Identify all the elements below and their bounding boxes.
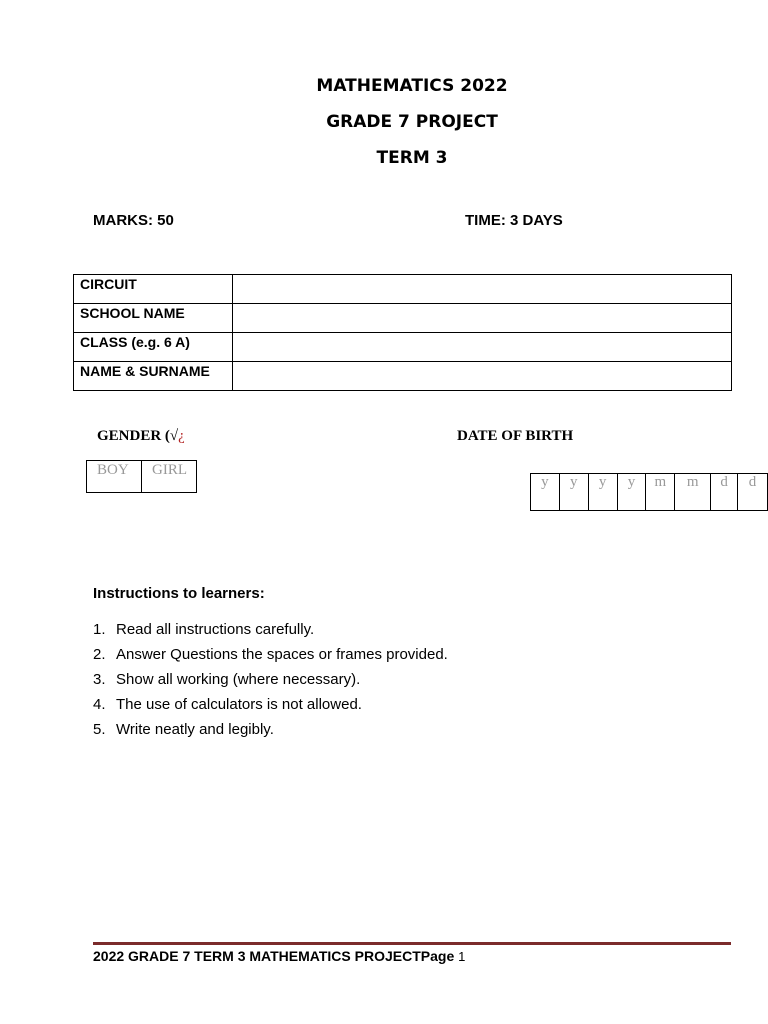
list-item bbox=[93, 644, 448, 669]
list-item bbox=[93, 669, 448, 694]
learner-info-table bbox=[73, 274, 732, 391]
dob-year-box[interactable]: y bbox=[559, 474, 588, 511]
doc-subtitle: GRADE 7 PROJECT bbox=[326, 112, 498, 132]
table-row bbox=[74, 304, 732, 333]
table-row bbox=[74, 362, 732, 391]
gender-option-girl[interactable]: GIRL bbox=[142, 461, 197, 493]
time-label: TIME: 3 DAYS bbox=[465, 212, 563, 229]
item-text: Show all working (where necessary). bbox=[116, 671, 361, 688]
gender-option-boy[interactable]: BOY bbox=[87, 461, 142, 493]
list-item bbox=[93, 619, 448, 644]
footer-text: 2022 GRADE 7 TERM 3 MATHEMATICS PROJECT bbox=[93, 948, 421, 964]
list-item bbox=[93, 719, 448, 744]
item-text: Read all instructions carefully. bbox=[116, 621, 315, 638]
item-text: The use of calculators is not allowed. bbox=[116, 696, 362, 713]
dob-year-box[interactable]: y bbox=[617, 474, 646, 511]
item-number: 4. bbox=[93, 696, 106, 713]
name-surname-label: NAME & SURNAME bbox=[74, 362, 233, 391]
class-field[interactable] bbox=[233, 333, 732, 362]
footer-page-label: Page bbox=[420, 948, 455, 964]
instructions-heading: Instructions to learners: bbox=[93, 585, 265, 602]
circuit-label: CIRCUIT bbox=[74, 275, 233, 304]
dob-label: DATE OF BIRTH bbox=[457, 428, 574, 444]
gender-label-text: GENDER (√ bbox=[97, 428, 179, 444]
doc-title: MATHEMATICS 2022 bbox=[316, 76, 508, 96]
list-item bbox=[93, 694, 448, 719]
marks-label: MARKS: 50 bbox=[93, 212, 174, 229]
item-number: 1. bbox=[93, 621, 106, 638]
doc-term: TERM 3 bbox=[376, 148, 448, 168]
item-number: 2. bbox=[93, 646, 106, 663]
dob-month-box[interactable]: m bbox=[646, 474, 675, 511]
item-text: Write neatly and legibly. bbox=[116, 721, 274, 738]
class-label: CLASS (e.g. 6 A) bbox=[74, 333, 233, 362]
item-number: 5. bbox=[93, 721, 106, 738]
table-row bbox=[74, 333, 732, 362]
footer-rule bbox=[93, 942, 731, 945]
school-name-label: SCHOOL NAME bbox=[74, 304, 233, 333]
school-name-field[interactable] bbox=[233, 304, 732, 333]
dob-day-box[interactable]: d bbox=[738, 474, 768, 511]
dob-day-box[interactable]: d bbox=[711, 474, 738, 511]
dob-year-box[interactable]: y bbox=[588, 474, 617, 511]
name-surname-field[interactable] bbox=[233, 362, 732, 391]
instructions-list bbox=[93, 619, 448, 744]
table-row bbox=[74, 275, 732, 304]
footer bbox=[93, 948, 465, 964]
gender-label bbox=[97, 428, 185, 445]
dob-boxes bbox=[530, 473, 768, 511]
dob-month-box[interactable]: m bbox=[675, 474, 711, 511]
gender-options bbox=[86, 460, 197, 493]
item-number: 3. bbox=[93, 671, 106, 688]
circuit-field[interactable] bbox=[233, 275, 732, 304]
dob-year-box[interactable]: y bbox=[531, 474, 560, 511]
footer-page-number: 1 bbox=[458, 949, 466, 964]
item-text: Answer Questions the spaces or frames provided. bbox=[116, 646, 448, 663]
gender-glyph: ¿ bbox=[178, 428, 185, 444]
